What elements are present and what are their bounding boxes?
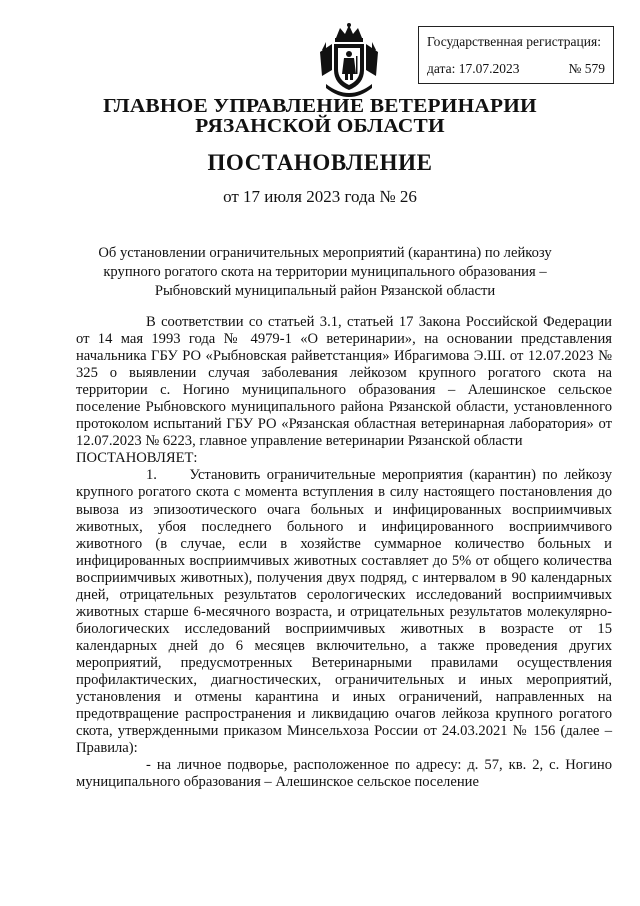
registration-stamp (418, 26, 614, 84)
subitem-1-paragraph: - на личное подворье, расположенное по адресу: д. 57, кв. 2, с. Ногино муниципального образования – Алешинское сельское поселение (76, 757, 612, 791)
document-date-number: от 17 июля 2023 года № 26 (223, 187, 417, 206)
point-1-number: 1. (146, 467, 157, 484)
registration-title: Государственная регистрация: (427, 34, 601, 49)
organization-name-line-2: РЯЗАНСКОЙ ОБЛАСТИ (195, 115, 445, 137)
organization-name-line-1: ГЛАВНОЕ УПРАВЛЕНИЕ ВЕТЕРИНАРИИ (103, 95, 537, 117)
document-body (76, 314, 612, 791)
ryazan-coat-of-arms-emblem (318, 22, 380, 98)
point-1-paragraph (76, 467, 612, 757)
decree-heading: ПОСТАНОВЛЯЕТ: (76, 450, 198, 467)
document-subject: Об установлении ограничительных мероприятий (карантина) по лейкозу крупного рогатого скота на территории муниципального образования – Рыбновский муниципальный район Рязанской области (98, 245, 552, 299)
registration-date: дата: 17.07.2023 (427, 60, 520, 76)
document-type-title: ПОСТАНОВЛЕНИЕ (207, 150, 433, 175)
point-1-text: Установить ограничительные мероприятия (карантин) по лейкозу крупного рогатого скота с момента вступления в силу настоящего постановления до вывоза из эпизоотического очага больных и инфицированных восприимчивых животных, убоя последнего больного и инфицированного восприимчивого животного (в случае, если в хозяйстве суммарное количество больных и инфицированных восприимчивых животных составляет до 5% от общего количества восприимчивых животных), получения двух подряд, с интервалом в 90 календарных дней, отрицательных результатов серологических исследований восприимчивых животных старше 6-месячного возраста, и отрицательных результатов молекулярно-биологических исследований восприимчивых животных в возрасте от 15 календарных дней до 6 месяцев включительно, а также проведения других мероприятий, предусмотренных Ветеринарными правилами осуществления профилактических, диагностических, ограничительных и иных мероприятий, установления и отмены карантина и иных ограничений, направленных на предотвращение распространения и ликвидацию очагов лейкоза крупного рогатого скота, утвержденными приказом Минсельхоза России от 24.03.2021 № 156 (далее – Правила): (76, 467, 612, 757)
preamble-paragraph: В соответствии со статьей 3.1, статьей 17 Закона Российской Федерации от 14 мая 1993 года № 4979-1 «О ветеринарии», на основании представления начальника ГБУ РО «Рыбновская райветстанция» Ибрагимова Э.Ш. от 12.07.2023 № 325 о выявлении случая заболевания лейкозом крупного рогатого скота на территории с. Ногино муниципального образования – Алешинское сельское поселение Рыбновского муниципального района Рязанской области, установленного протоколом испытаний ГБУ РО «Рязанская областная ветеринарная лаборатория» от 12.07.2023 № 6223, главное управление ветеринарии Рязанской области (76, 314, 612, 450)
registration-number: № 579 (568, 60, 605, 76)
